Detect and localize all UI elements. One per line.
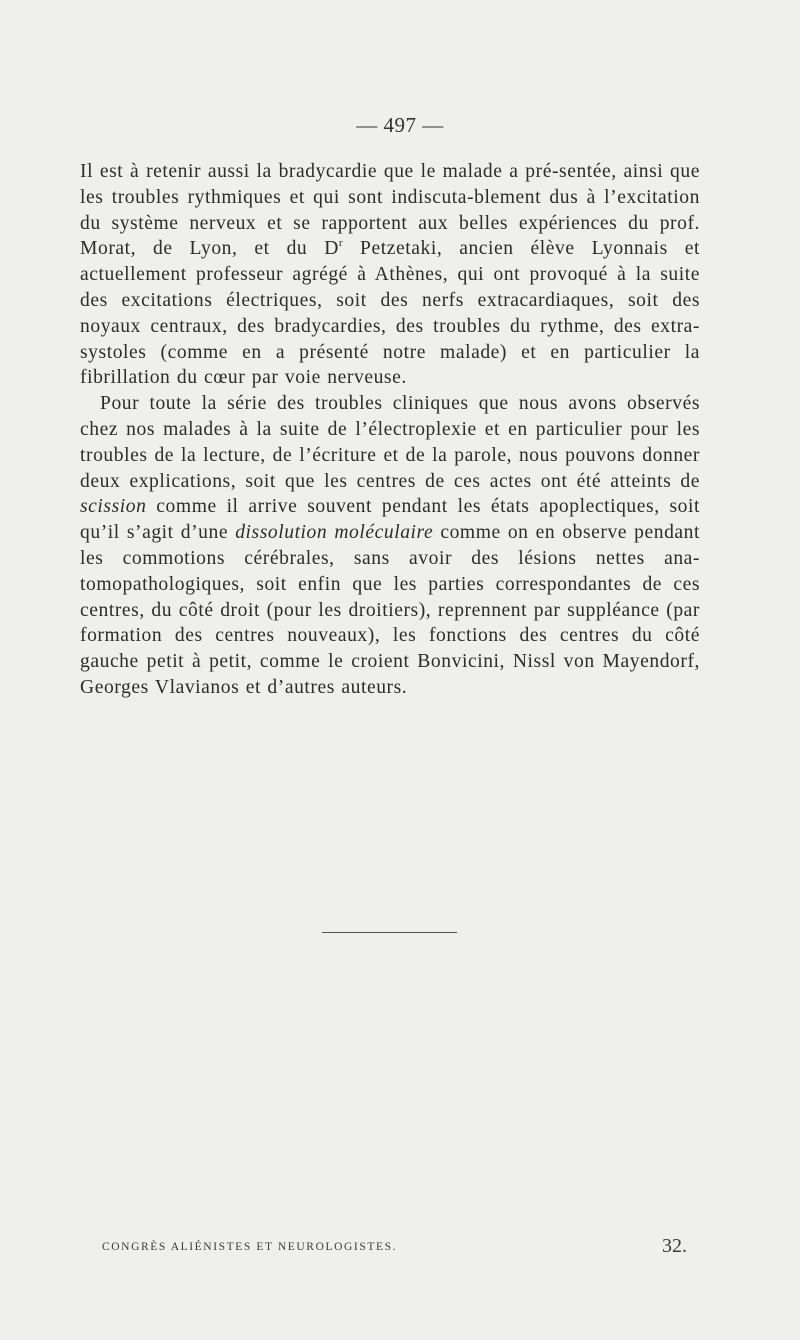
doctor-superscript: r: [338, 237, 344, 250]
italic-scission: scission: [80, 496, 147, 518]
paragraph-1-text-a: Il est à retenir aussi la bradycardie que le malade a pré-sentée, ainsi que les troubles rythmiques et qui sont indiscuta-blement dus à l’excitation du système nerveux et se rapportent aux belles expériences du prof. Morat, de Lyon, et du D: [80, 161, 700, 260]
paragraph-2: [80, 391, 700, 701]
italic-dissolution-moleculaire: dissolution moléculaire: [235, 522, 434, 544]
paragraph-2-text-a: Pour toute la série des troubles cliniques que nous avons observés chez nos malades à la suite de l’électroplexie et en particulier pour les troubles de la lecture, de l’écriture et de la parole, nous pouvons donner deux explications, soit que les centres de ces actes ont été atteints de: [80, 393, 700, 492]
section-separator: [322, 932, 457, 933]
paragraph-1: [80, 159, 700, 391]
footer-signature-label: CONGRÈS ALIÉNISTES ET NEUROLOGISTES.: [102, 1241, 398, 1253]
paragraph-2-text-c: comme on en observe pendant les commotions cérébrales, sans avoir des lésions nettes ana-tomopathologiques, soit enfin que les parties correspondantes de ces centres, du côté droit (pour les droitiers), reprennent par suppléance (par formation des centres nouveaux), les fonctions des centres du côté gauche petit à petit, comme le croient Bonvicini, Nissl von Mayendorf, Georges Vlavianos et d’autres auteurs.: [80, 522, 701, 698]
footer-signature-number: 32.: [662, 1235, 687, 1257]
paragraph-2-text-b: comme il arrive souvent pendant les états apoplectiques, soit qu’il s’agit d’une: [80, 496, 700, 544]
paragraph-1-text-b: Petzetaki, ancien élève Lyonnais et actuellement professeur agrégé à Athènes, qui ont provoqué à la suite des excitations électriques, soit des nerfs extracardiaques, soit des noyaux centraux, des bradycardies, des troubles du rythme, des extra-systoles (comme en a présenté notre malade) et en particulier la fibrillation du cœur par voie nerveuse.: [80, 238, 700, 389]
page-number: — 497 —: [356, 113, 444, 137]
body-text: [80, 159, 700, 701]
